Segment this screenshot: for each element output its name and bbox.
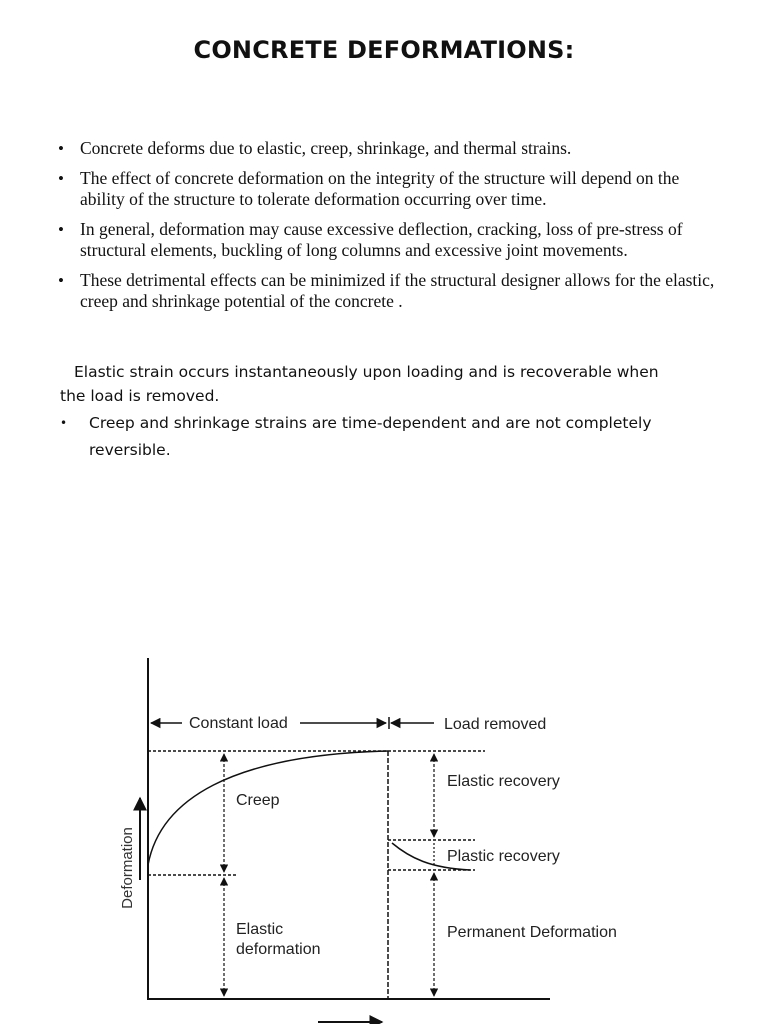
bullet-list [58,138,718,321]
elastic-strain-paragraph [60,360,680,408]
plastic-recovery-label: Plastic recovery [447,848,560,865]
bullet-marker: • [60,416,68,430]
constant-load-label: Constant load [189,715,288,732]
bullet-text: Creep and shrinkage strains are time-dependent and are not completely reversible. [89,414,652,459]
bullet-text: Concrete deforms due to elastic, creep, shrinkage, and thermal strains. [80,138,572,158]
bullet-marker: • [58,271,64,290]
deformation-diagram [0,640,768,1024]
list-item [58,138,718,159]
permanent-deformation-label: Permanent Deformation [447,924,617,941]
y-axis-label: Deformation [119,827,136,909]
load-removed-label: Load removed [444,716,547,733]
list-item [60,410,700,464]
bullet-marker: • [58,169,64,188]
bullet-marker: • [58,220,64,239]
elastic-deformation-label-1: Elastic [236,921,284,938]
list-item [58,168,718,210]
list-item [58,219,718,261]
paragraph-text: Elastic strain occurs instantaneously upon loading and is recoverable when the load is removed. [60,363,659,405]
list-item [58,270,718,312]
page-title: CONCRETE DEFORMATIONS: [193,36,575,64]
creep-label: Creep [236,792,280,809]
bullet-text: These detrimental effects can be minimized if the structural designer allows for the elastic, creep and shrinkage potential of the concrete . [80,270,715,311]
elastic-deformation-label-2: deformation [236,941,321,958]
elastic-recovery-label: Elastic recovery [447,773,560,790]
bullet-text: The effect of concrete deformation on the integrity of the structure will depend on the ability of the structure to tolerate deformation occurring over time. [80,168,680,209]
bullet-text: In general, deformation may cause excessive deflection, cracking, loss of pre-stress of structural elements, buckling of long columns and excessive joint movements. [80,219,683,260]
bullet-marker: • [58,139,64,158]
